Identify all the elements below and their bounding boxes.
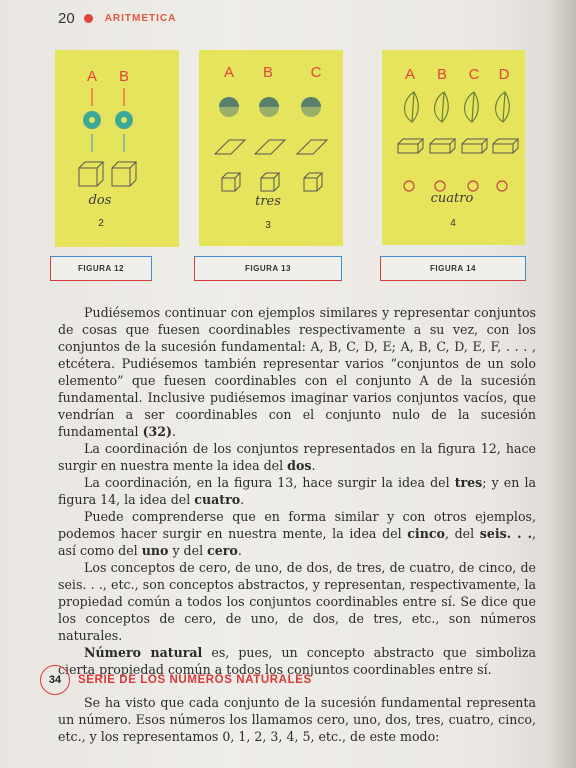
paragraph: Número natural es, pues, un concepto abstracto que simboliza cierta propiedad común a todos los conjuntos coordinables entre sí.: [58, 645, 536, 677]
body-text: [58, 304, 536, 678]
section-number: 34: [40, 665, 70, 695]
figure-number: 4: [450, 218, 456, 229]
figure-letter: A: [223, 64, 235, 81]
paragraph: Los conceptos de cero, de uno, de dos, de tres, de cuatro, de cinco, de seis. . ., etc., son conceptos abstractos, y representan, respectivamente, la propiedad común a todos los conjuntos coordinables entre sí. Se dice que los conceptos de cero, de uno, de dos, de tres, etc., son números naturales.: [58, 560, 536, 643]
paragraph: Puede comprenderse que en forma similar y con otros ejemplos, podemos hacer surgir en nuestra mente, la idea del cinco, del seis. . ., así como del uno y del cero.: [58, 509, 536, 558]
figure-word: dos: [88, 193, 112, 208]
figure-letter: A: [404, 66, 416, 83]
paragraph: La coordinación de los conjuntos representados en la figura 12, hace surgir en nuestra mente la idea del dos.: [58, 441, 536, 473]
page-number: 20: [58, 10, 75, 27]
paragraph: Se ha visto que cada conjunto de la sucesión fundamental representa un número. Esos números los llamamos cero, uno, dos, tres, cuatro, cinco, etc., y los representamos 0, 1, 2, 3, 4, 5, etc., de este modo:: [58, 695, 536, 744]
figure-letter: D: [498, 66, 510, 83]
figure-caption: FIGURA 13: [194, 256, 342, 281]
page-header: [58, 10, 176, 27]
section-heading: [40, 665, 312, 695]
flower-icon: [83, 111, 133, 129]
figure-letter: B: [118, 68, 130, 85]
figure-number: 2: [98, 218, 104, 229]
paragraph: La coordinación, en la figura 13, hace surgir la idea del tres; y en la figura 14, la idea del cuatro.: [58, 475, 536, 507]
figure-number: 3: [265, 220, 271, 231]
figure-caption: FIGURA 12: [50, 256, 152, 281]
figure-12: [55, 50, 179, 247]
figure-caption: FIGURA 14: [380, 256, 526, 281]
figure-letter: A: [86, 68, 98, 85]
flat-block-icon: [215, 140, 327, 154]
figure-letter: C: [310, 64, 322, 81]
paragraph: Pudiésemos continuar con ejemplos similares y representar conjuntos de cosas que fuesen coordinables respectivamente a su vez, con los conjuntos de la sucesión fundamental: A, B, C, D, E; A, B, C, D, E, F, . . . , etcétera. Pudiésemos también representar varios “conjuntos de un solo elemento” que fuesen coordinables con el conjunto A de la sucesión fundamental. Inclusive pudiésemos imaginar varios conjuntos vacíos, que vendrían a ser coordinables con el conjunto nulo de la sucesión fundamental (32).: [58, 305, 536, 439]
dice-icon: [222, 173, 322, 191]
figure-letter: C: [468, 66, 480, 83]
figure-letter: B: [262, 64, 274, 81]
bullet-dot-icon: [84, 14, 93, 23]
half-circle-icon: [219, 97, 321, 117]
block-icon: [398, 139, 518, 153]
figure-13: [199, 50, 343, 246]
cube-icon: [79, 162, 136, 186]
leaf-icon: [405, 92, 510, 122]
figure-letter: B: [436, 66, 448, 83]
running-title: ARITMETICA: [104, 13, 177, 24]
figure-word: tres: [255, 194, 281, 209]
figure-word: cuatro: [430, 191, 474, 206]
section-title: SERIE DE LOS NUMEROS NATURALES: [78, 674, 312, 686]
page-edge-shadow: [548, 0, 576, 768]
ring-icon: [404, 181, 507, 191]
section-text: [58, 694, 536, 745]
figure-14: [382, 50, 525, 245]
